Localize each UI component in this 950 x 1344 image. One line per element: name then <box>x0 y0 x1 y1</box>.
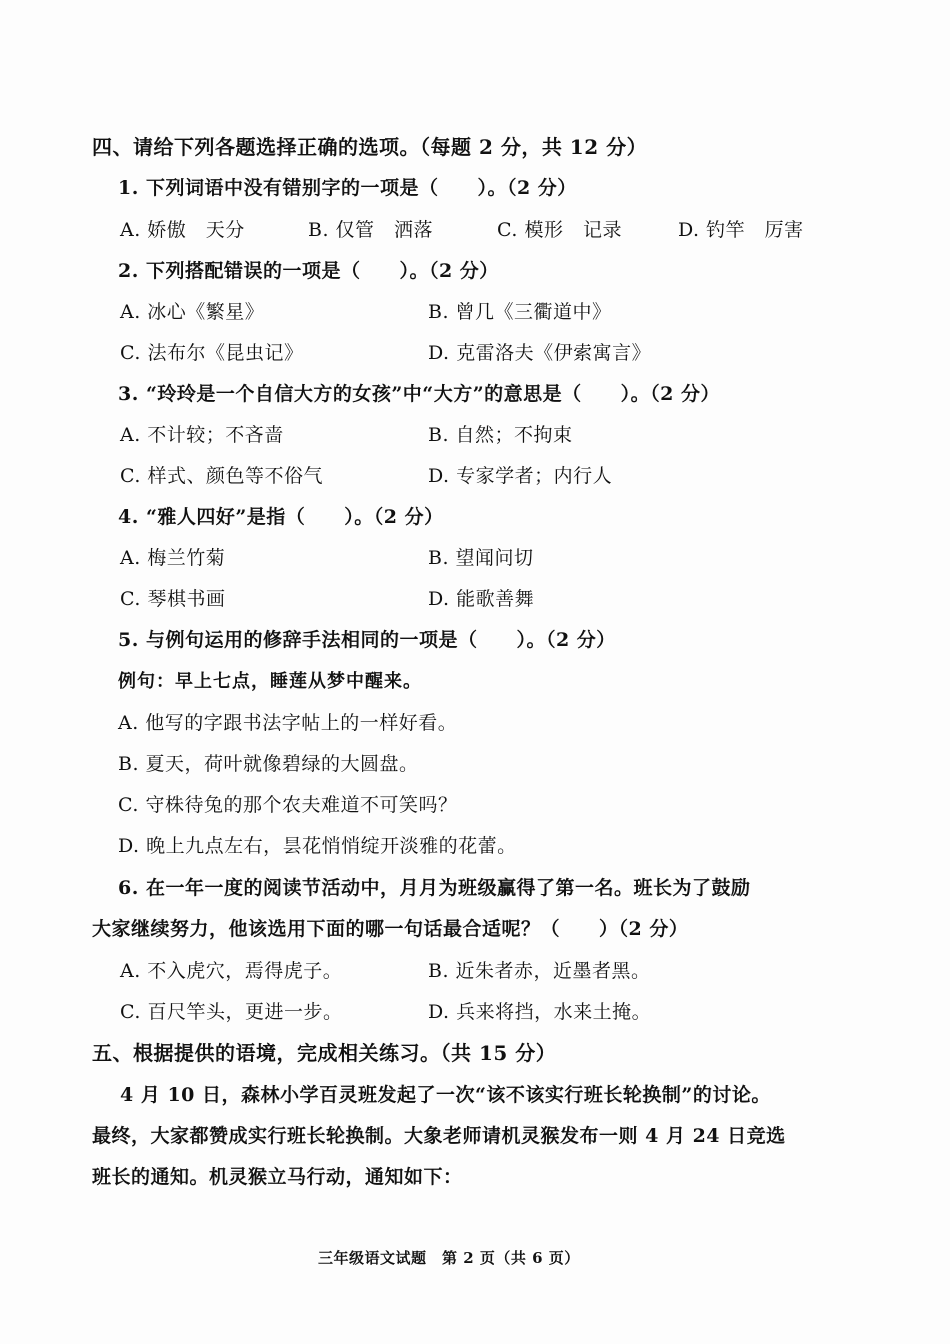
question-1-option-b: B. 仅管 洒落 <box>308 219 434 241</box>
question-3-option-d: D. 专家学者；内行人 <box>428 465 613 487</box>
question-6-option-b: B. 近朱者赤，近墨者黑。 <box>428 960 651 982</box>
question-6-option-d: D. 兵来将挡，水来土掩。 <box>428 1001 652 1023</box>
page-footer: 三年级语文试题 第 2 页（共 6 页） <box>318 1249 580 1267</box>
question-1-option-d: D. 钓竿 厉害 <box>678 219 804 241</box>
question-3-stem: 3. “玲玲是一个自信大方的女孩”中“大方”的意思是（ ）。（2 分） <box>118 383 721 405</box>
question-6-stem-line-1: 6. 在一年一度的阅读节活动中，月月为班级赢得了第一名。班长为了鼓励 <box>118 877 751 899</box>
question-2-option-c: C. 法布尔《昆虫记》 <box>120 342 304 364</box>
question-1-option-c: C. 模形 记录 <box>497 219 622 241</box>
question-1-stem: 1. 下列词语中没有错别字的一项是（ ）。（2 分） <box>118 177 577 199</box>
question-6-stem-line-2: 大家继续努力，他该选用下面的哪一句话最合适呢？（ ）（2 分） <box>92 918 689 940</box>
question-6-option-a: A. 不入虎穴，焉得虎子。 <box>120 960 343 982</box>
question-1-option-a: A. 娇傲 天分 <box>120 219 245 241</box>
question-4-stem: 4. “雅人四好”是指（ ）。（2 分） <box>118 506 444 528</box>
question-5-example: 例句：早上七点，睡莲从梦中醒来。 <box>118 671 422 692</box>
question-4-option-c: C. 琴棋书画 <box>120 588 226 610</box>
question-3-option-b: B. 自然；不拘束 <box>428 424 573 446</box>
section-5-paragraph-line-2: 最终，大家都赞成实行班长轮换制。大象老师请机灵猴发布一则 4 月 24 日竞选 <box>92 1125 786 1147</box>
section-5-paragraph-line-1: 4 月 10 日，森林小学百灵班发起了一次“该不该实行班长轮换制”的讨论。 <box>120 1084 771 1106</box>
question-5-option-a: A. 他写的字跟书法字帖上的一样好看。 <box>118 712 458 734</box>
question-2-option-b: B. 曾几《三衢道中》 <box>428 301 612 323</box>
question-5-option-c: C. 守株待兔的那个农夫难道不可笑吗？ <box>118 794 458 816</box>
question-5-option-d: D. 晚上九点左右，昙花悄悄绽开淡雅的花蕾。 <box>118 835 517 857</box>
question-5-option-b: B. 夏天，荷叶就像碧绿的大圆盘。 <box>118 753 419 775</box>
section-4-title: 四、请给下列各题选择正确的选项。（每题 2 分，共 12 分） <box>92 135 648 159</box>
question-3-option-a: A. 不计较；不吝啬 <box>120 424 284 446</box>
question-2-stem: 2. 下列搭配错误的一项是（ ）。（2 分） <box>118 260 499 282</box>
question-4-option-d: D. 能歌善舞 <box>428 588 535 610</box>
section-5-paragraph-line-3: 班长的通知。机灵猴立马行动，通知如下： <box>92 1166 463 1188</box>
question-4-option-a: A. 梅兰竹菊 <box>120 547 226 569</box>
section-5-title: 五、根据提供的语境，完成相关练习。（共 15 分） <box>92 1041 557 1065</box>
question-2-option-a: A. 冰心《繁星》 <box>120 301 265 323</box>
question-6-option-c: C. 百尺竿头，更进一步。 <box>120 1001 343 1023</box>
question-4-option-b: B. 望闻问切 <box>428 547 534 569</box>
question-2-option-d: D. 克雷洛夫《伊索寓言》 <box>428 342 652 364</box>
question-3-option-c: C. 样式、颜色等不俗气 <box>120 465 323 487</box>
question-5-stem: 5. 与例句运用的修辞手法相同的一项是（ ）。（2 分） <box>118 629 616 651</box>
